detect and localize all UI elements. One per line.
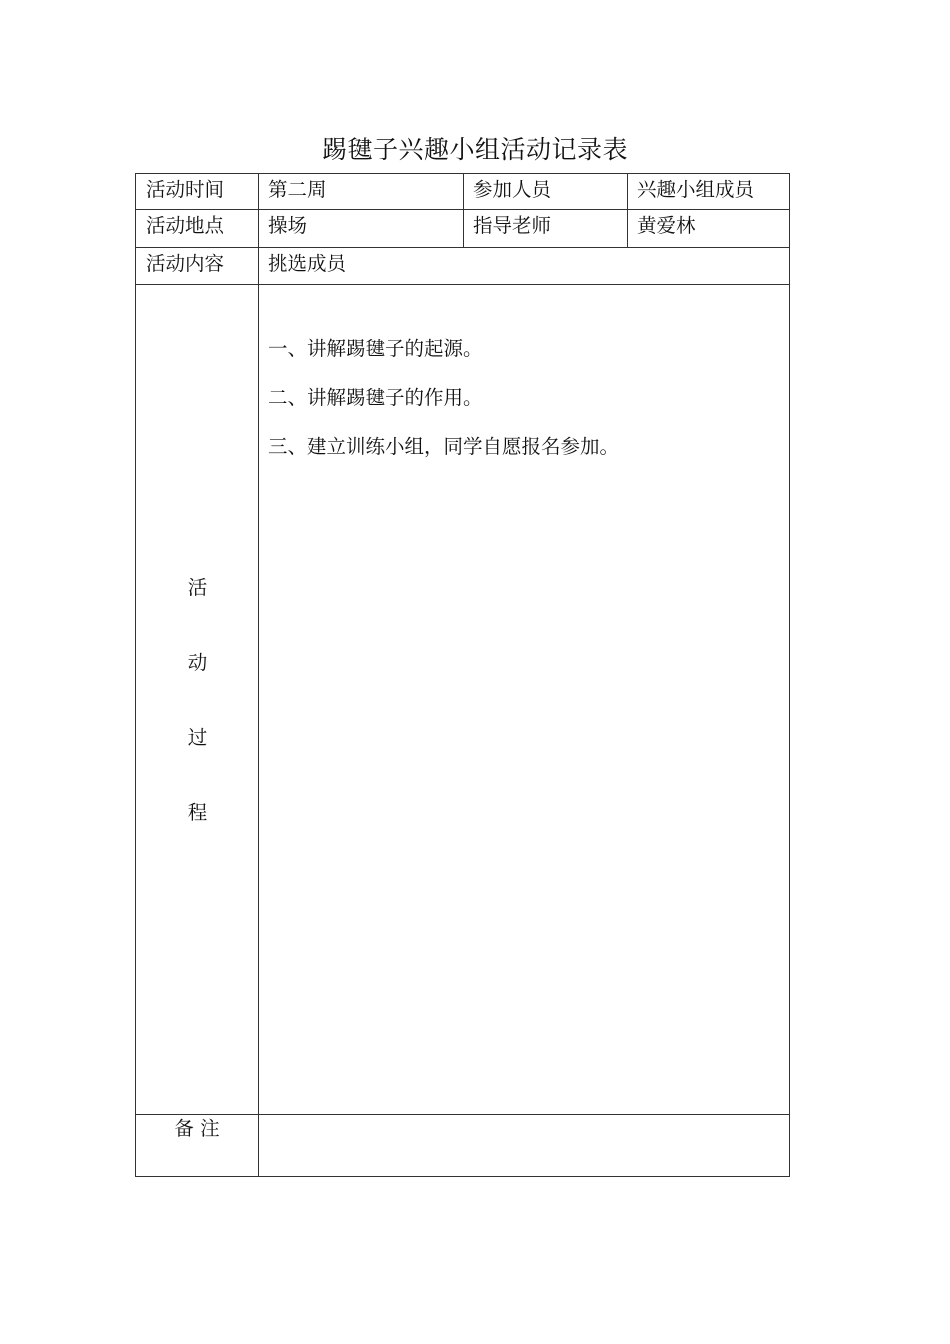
activity-time-value: 第二周 [268,178,327,201]
participants-value: 兴趣小组成员 [637,178,755,201]
remarks-label: 备 注 [174,1117,220,1140]
process-label-char: 程 [187,801,208,824]
instructor-value: 黄爱林 [637,214,696,237]
participants-label: 参加人员 [473,178,552,201]
process-label-char: 动 [187,651,208,674]
activity-content-value: 挑选成员 [268,252,347,275]
process-label-char: 活 [187,576,208,599]
page-title: 踢毽子兴趣小组活动记录表 [321,135,628,164]
activity-record-table [135,173,790,1177]
activity-process-label [136,575,259,875]
row-divider [136,284,789,285]
process-label-char: 过 [187,726,208,749]
activity-time-label: 活动时间 [146,178,225,201]
process-item: 三、建立训练小组，同学自愿报名参加。 [268,435,620,458]
process-item: 二、讲解踢毽子的作用。 [268,386,483,409]
activity-location-label: 活动地点 [146,214,225,237]
remarks-value [258,1114,788,1117]
activity-process-content [268,336,619,483]
activity-location-value: 操场 [268,214,308,237]
instructor-label: 指导老师 [473,214,552,237]
activity-content-label: 活动内容 [146,252,225,275]
process-item: 一、讲解踢毽子的起源。 [268,337,483,360]
